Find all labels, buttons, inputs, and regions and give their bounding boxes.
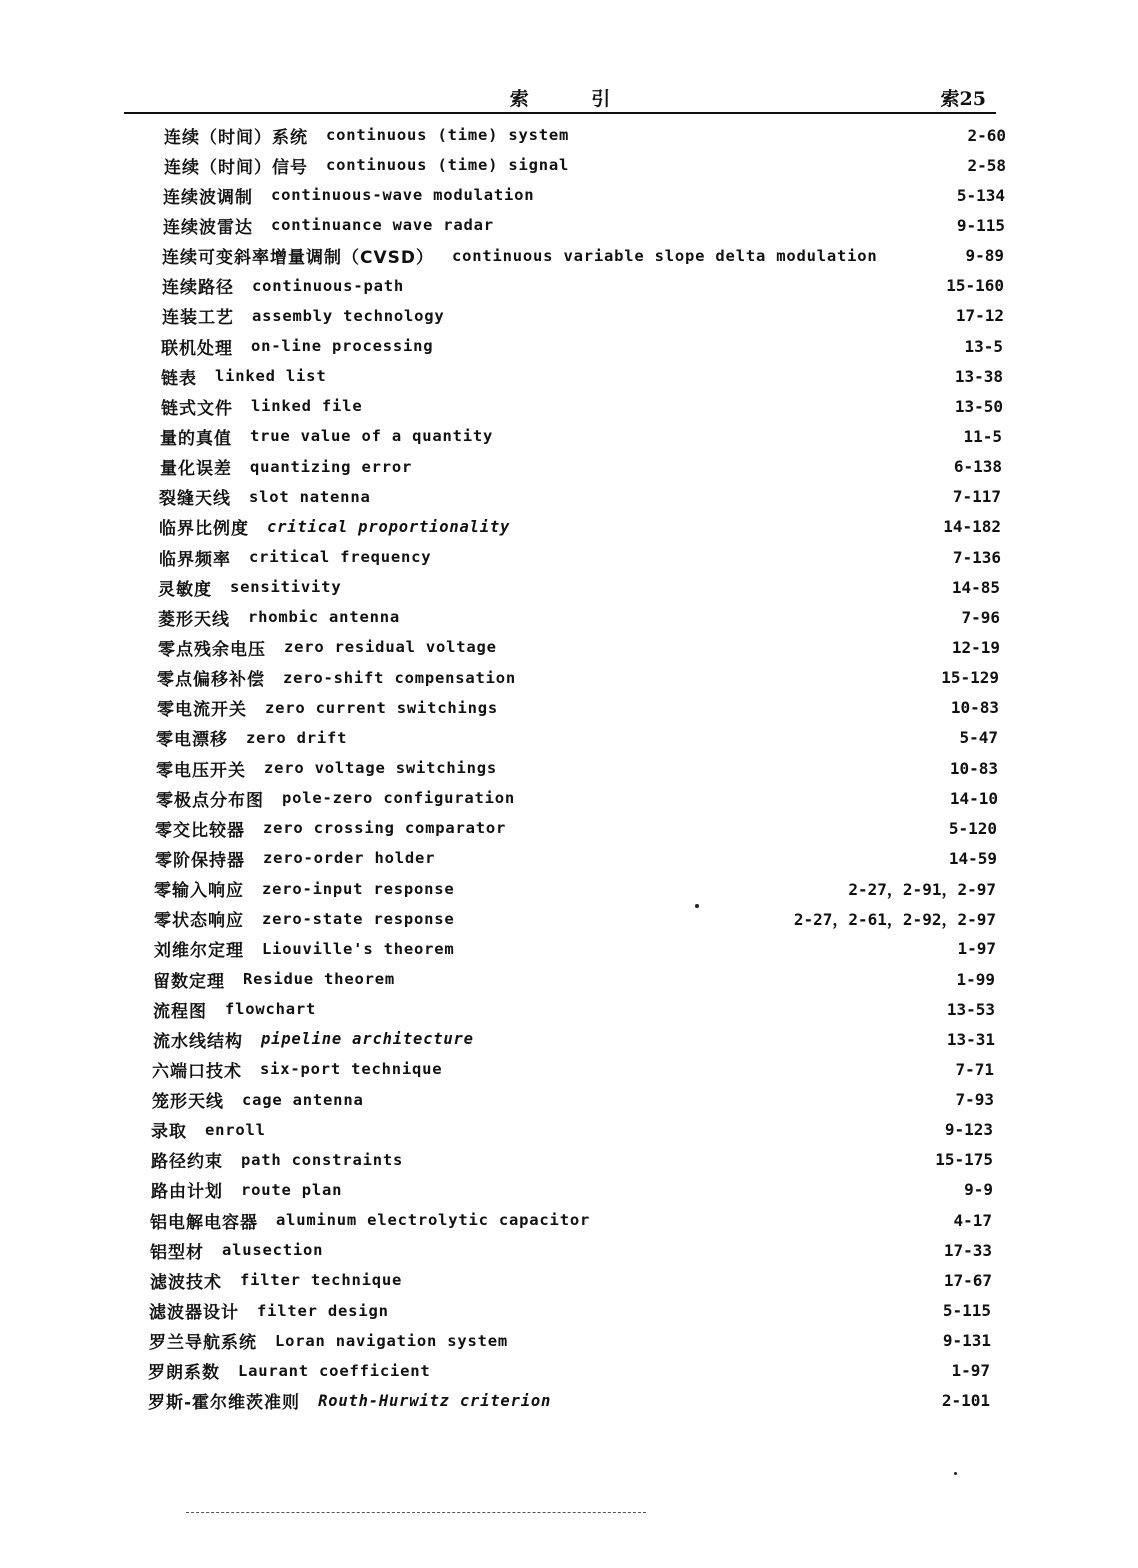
term-english: zero-order holder bbox=[263, 849, 436, 868]
page-reference: 1-99 bbox=[956, 969, 995, 989]
term-chinese: 六端口技术 bbox=[152, 1061, 242, 1082]
index-term bbox=[160, 424, 493, 449]
index-term bbox=[155, 816, 506, 841]
index-entry bbox=[0, 180, 1138, 210]
page-reference: 1-97 bbox=[957, 939, 996, 959]
index-entry bbox=[0, 663, 1138, 693]
term-english: zero-shift compensation bbox=[283, 668, 517, 687]
index-entry bbox=[0, 361, 1138, 391]
index-entry bbox=[0, 783, 1138, 813]
index-entry bbox=[0, 1265, 1138, 1295]
term-chinese: 零交比较器 bbox=[155, 820, 245, 841]
page-reference: 13-50 bbox=[954, 396, 1003, 416]
page-reference: 17-67 bbox=[943, 1270, 992, 1290]
term-chinese: 连续可变斜率增量调制（CVSD） bbox=[162, 248, 434, 269]
term-english: zero-state response bbox=[262, 909, 455, 928]
term-english: continuous (time) signal bbox=[326, 156, 570, 175]
index-entry bbox=[0, 391, 1138, 421]
index-entry bbox=[0, 904, 1138, 934]
page-header bbox=[124, 84, 996, 114]
page-reference: 5-115 bbox=[942, 1301, 991, 1321]
index-term bbox=[149, 1298, 389, 1323]
index-term bbox=[160, 454, 412, 479]
term-english: Laurant coefficient bbox=[238, 1361, 431, 1380]
term-chinese: 连续（时间）信号 bbox=[164, 157, 308, 178]
index-term bbox=[161, 334, 433, 359]
term-chinese: 滤波技术 bbox=[150, 1272, 222, 1293]
index-entry bbox=[0, 1115, 1138, 1145]
term-chinese: 零点偏移补偿 bbox=[157, 670, 265, 691]
term-chinese: 零极点分布图 bbox=[156, 790, 264, 811]
index-entry bbox=[0, 542, 1138, 572]
term-chinese: 流水线结构 bbox=[153, 1031, 243, 1052]
index-entry bbox=[0, 1295, 1138, 1325]
index-term bbox=[153, 997, 316, 1022]
index-entry bbox=[0, 150, 1138, 180]
index-term bbox=[164, 153, 569, 178]
page-reference: 15-160 bbox=[946, 276, 1004, 296]
index-term bbox=[154, 876, 455, 901]
index-entry bbox=[0, 271, 1138, 301]
page-reference: 7-136 bbox=[952, 547, 1001, 567]
index-term bbox=[164, 123, 569, 148]
page-reference: 5-134 bbox=[956, 185, 1005, 205]
index-entry bbox=[0, 1145, 1138, 1175]
index-entry bbox=[0, 1024, 1138, 1054]
page-number: 索25 bbox=[940, 88, 986, 110]
term-chinese: 连续（时间）系统 bbox=[164, 127, 308, 148]
term-chinese: 连续路径 bbox=[162, 278, 234, 299]
term-chinese: 路由计划 bbox=[151, 1182, 223, 1203]
page-reference: 2-101 bbox=[941, 1391, 990, 1411]
page-reference: 15-175 bbox=[935, 1150, 993, 1170]
term-english: route plan bbox=[241, 1180, 343, 1199]
index-term bbox=[151, 1177, 342, 1202]
index-term bbox=[151, 1117, 266, 1142]
term-chinese: 罗斯-霍尔维茨准则 bbox=[148, 1393, 301, 1414]
page-reference: 13-38 bbox=[954, 366, 1003, 386]
index-term bbox=[151, 1147, 403, 1172]
term-english: zero drift bbox=[246, 728, 348, 747]
term-english: Residue theorem bbox=[243, 970, 395, 988]
term-chinese: 裂缝天线 bbox=[159, 489, 231, 510]
term-english: cage antenna bbox=[242, 1090, 364, 1109]
index-entry bbox=[0, 1054, 1138, 1084]
page-reference: 2-58 bbox=[967, 155, 1006, 175]
index-entry bbox=[0, 964, 1138, 994]
index-entry bbox=[0, 843, 1138, 873]
index-entry bbox=[0, 632, 1138, 662]
page-reference: 9-89 bbox=[965, 246, 1004, 266]
index-term bbox=[150, 1238, 323, 1263]
index-entry bbox=[0, 874, 1138, 904]
index-entry bbox=[0, 241, 1138, 271]
index-entry bbox=[0, 602, 1138, 632]
index-entry bbox=[0, 301, 1138, 331]
page-reference: 7-71 bbox=[955, 1059, 994, 1079]
page-reference: 9-115 bbox=[956, 215, 1005, 235]
term-chinese: 刘维尔定理 bbox=[154, 941, 244, 962]
index-entry bbox=[0, 753, 1138, 783]
index-entry bbox=[0, 1085, 1138, 1115]
index-entry bbox=[0, 693, 1138, 723]
page-reference: 4-17 bbox=[953, 1210, 992, 1230]
term-english: true value of a quantity bbox=[250, 427, 494, 446]
term-chinese: 临界比例度 bbox=[159, 519, 249, 540]
index-term bbox=[162, 273, 404, 298]
term-chinese: 滤波器设计 bbox=[149, 1303, 239, 1324]
term-chinese: 零状态响应 bbox=[154, 911, 244, 932]
term-chinese: 流程图 bbox=[153, 1001, 207, 1022]
term-chinese: 灵敏度 bbox=[158, 579, 212, 600]
page-reference: 7-96 bbox=[961, 607, 1000, 627]
index-term bbox=[158, 575, 341, 600]
index-term bbox=[152, 1087, 364, 1112]
index-entry bbox=[0, 210, 1138, 240]
page-reference: 10-83 bbox=[949, 758, 998, 778]
term-chinese: 零电压开关 bbox=[156, 760, 246, 781]
term-chinese: 量化误差 bbox=[160, 459, 232, 480]
index-term bbox=[156, 786, 515, 811]
term-english: linked file bbox=[251, 397, 363, 416]
term-chinese: 量的真值 bbox=[160, 428, 232, 449]
term-chinese: 连续波雷达 bbox=[163, 217, 253, 238]
term-english: Liouville's theorem bbox=[262, 939, 455, 958]
term-english: linked list bbox=[215, 367, 327, 386]
term-chinese: 留数定理 bbox=[153, 971, 225, 992]
term-chinese: 录取 bbox=[151, 1122, 187, 1143]
term-english: pole-zero configuration bbox=[282, 789, 516, 808]
term-chinese: 连续波调制 bbox=[163, 187, 253, 208]
term-english: assembly technology bbox=[252, 306, 445, 325]
term-english: quantizing error bbox=[250, 457, 413, 476]
index-entry bbox=[0, 452, 1138, 482]
term-chinese: 零电漂移 bbox=[156, 730, 228, 751]
page-reference: 2-60 bbox=[967, 125, 1006, 145]
index-term bbox=[156, 725, 347, 750]
index-term bbox=[159, 514, 510, 539]
term-english: critical proportionality bbox=[267, 517, 511, 536]
term-chinese: 罗兰导航系统 bbox=[149, 1333, 257, 1354]
index-term bbox=[149, 1328, 508, 1353]
page-reference: 14-59 bbox=[948, 848, 997, 868]
index-term bbox=[159, 545, 431, 570]
term-english: rhombic antenna bbox=[248, 608, 400, 627]
index-term bbox=[150, 1208, 590, 1233]
term-english: critical frequency bbox=[249, 548, 432, 567]
page-reference: 14-10 bbox=[949, 788, 998, 808]
index-term bbox=[162, 303, 445, 328]
index-term bbox=[158, 635, 497, 660]
term-chinese: 铝电解电容器 bbox=[150, 1212, 258, 1233]
term-english: continuous-path bbox=[252, 276, 404, 295]
index-entry bbox=[0, 572, 1138, 602]
page-reference: 12-19 bbox=[951, 637, 1000, 657]
index-entry bbox=[0, 331, 1138, 361]
page-reference: 5-47 bbox=[959, 728, 998, 748]
term-english: filter technique bbox=[240, 1271, 403, 1290]
header-rule bbox=[124, 112, 996, 114]
term-chinese: 联机处理 bbox=[161, 338, 233, 359]
index-term bbox=[157, 695, 498, 720]
page-reference: 7-117 bbox=[952, 487, 1001, 507]
index-term bbox=[156, 756, 497, 781]
term-english: enroll bbox=[205, 1120, 266, 1139]
print-speck bbox=[954, 1472, 957, 1475]
term-english: Routh-Hurwitz criterion bbox=[318, 1391, 552, 1410]
term-chinese: 菱形天线 bbox=[158, 609, 230, 630]
index-term bbox=[159, 484, 371, 509]
page-reference: 1-97 bbox=[951, 1361, 990, 1381]
page-reference: 9-123 bbox=[944, 1120, 993, 1140]
term-english: zero crossing comparator bbox=[263, 819, 507, 838]
page-reference: 9-9 bbox=[964, 1180, 993, 1200]
index-term bbox=[158, 605, 400, 630]
term-english: filter design bbox=[257, 1301, 389, 1320]
term-chinese: 罗朗系数 bbox=[148, 1363, 220, 1384]
page-reference: 6-138 bbox=[953, 457, 1002, 477]
index-term bbox=[150, 1268, 402, 1293]
term-english: zero voltage switchings bbox=[264, 759, 498, 778]
index-term bbox=[155, 846, 435, 871]
index-entry bbox=[0, 1356, 1138, 1386]
index-term bbox=[161, 364, 326, 389]
index-entry bbox=[0, 994, 1138, 1024]
term-chinese: 零点残余电压 bbox=[158, 639, 266, 660]
index-entry bbox=[0, 421, 1138, 451]
page-reference: 14-182 bbox=[943, 517, 1001, 537]
index-term bbox=[157, 665, 516, 690]
page-reference: 2-27，2-61，2-92，2-97 bbox=[793, 910, 996, 930]
term-english: sensitivity bbox=[230, 578, 342, 597]
term-chinese: 连装工艺 bbox=[162, 308, 234, 329]
term-chinese: 零输入响应 bbox=[154, 881, 244, 902]
term-chinese: 链式文件 bbox=[161, 398, 233, 419]
index-term bbox=[162, 243, 878, 268]
page-reference: 9-131 bbox=[942, 1331, 991, 1351]
index-term bbox=[153, 1027, 474, 1052]
term-chinese: 铝型材 bbox=[150, 1242, 204, 1263]
index-term bbox=[163, 213, 494, 238]
print-speck bbox=[695, 904, 699, 908]
index-term bbox=[148, 1358, 431, 1383]
term-english: zero current switchings bbox=[265, 698, 499, 717]
term-english: continuance wave radar bbox=[271, 216, 494, 235]
index-term bbox=[152, 1057, 442, 1082]
index-entry bbox=[0, 1205, 1138, 1235]
term-chinese: 零电流开关 bbox=[157, 700, 247, 721]
index-term bbox=[154, 906, 455, 931]
page-reference: 15-129 bbox=[941, 668, 999, 688]
page-reference: 17-12 bbox=[955, 306, 1004, 326]
page-reference: 13-53 bbox=[946, 999, 995, 1019]
index-term bbox=[163, 183, 534, 208]
page-title: 索 引 bbox=[509, 88, 639, 110]
page-reference: 17-33 bbox=[943, 1240, 992, 1260]
term-english: flowchart bbox=[225, 1000, 317, 1019]
term-english: continuous (time) system bbox=[326, 126, 570, 145]
index-entry bbox=[0, 1175, 1138, 1205]
term-chinese: 链表 bbox=[161, 368, 197, 389]
term-english: pipeline architecture bbox=[261, 1030, 474, 1049]
index-entry bbox=[0, 934, 1138, 964]
term-english: six-port technique bbox=[260, 1060, 443, 1079]
index-entry bbox=[0, 482, 1138, 512]
index-entry bbox=[0, 813, 1138, 843]
index-entry-list bbox=[0, 120, 1138, 1416]
page-reference: 14-85 bbox=[951, 577, 1000, 597]
index-entry bbox=[0, 120, 1138, 150]
term-english: Loran navigation system bbox=[275, 1331, 509, 1350]
page-reference: 13-31 bbox=[946, 1029, 995, 1049]
term-chinese: 路径约束 bbox=[151, 1152, 223, 1173]
index-term bbox=[161, 394, 362, 419]
term-chinese: 零阶保持器 bbox=[155, 850, 245, 871]
term-english: path constraints bbox=[241, 1150, 404, 1169]
index-entry bbox=[0, 723, 1138, 753]
index-term bbox=[154, 936, 455, 961]
page-reference: 10-83 bbox=[950, 698, 999, 718]
page-reference: 2-27，2-91，2-97 bbox=[848, 880, 996, 900]
term-chinese: 临界频率 bbox=[159, 549, 231, 570]
term-english: slot natenna bbox=[249, 487, 371, 506]
page-reference: 5-120 bbox=[948, 818, 997, 838]
term-english: continuous-wave modulation bbox=[271, 186, 535, 205]
index-entry bbox=[0, 1326, 1138, 1356]
index-entry bbox=[0, 1386, 1138, 1416]
term-english: aluminum electrolytic capacitor bbox=[276, 1211, 591, 1230]
term-chinese: 笼形天线 bbox=[152, 1092, 224, 1113]
index-term bbox=[148, 1388, 551, 1413]
index-term bbox=[153, 967, 395, 992]
term-english: alusection bbox=[222, 1241, 324, 1260]
index-entry bbox=[0, 1235, 1138, 1265]
index-entry bbox=[0, 512, 1138, 542]
term-english: zero-input response bbox=[262, 879, 455, 898]
term-english: zero residual voltage bbox=[284, 638, 497, 657]
page-reference: 13-5 bbox=[964, 336, 1003, 356]
term-english: on-line processing bbox=[251, 337, 434, 356]
term-english: continuous variable slope delta modulation bbox=[452, 246, 878, 265]
footer-rule bbox=[186, 1512, 646, 1513]
page-reference: 7-93 bbox=[955, 1090, 994, 1110]
page-reference: 11-5 bbox=[963, 426, 1002, 446]
